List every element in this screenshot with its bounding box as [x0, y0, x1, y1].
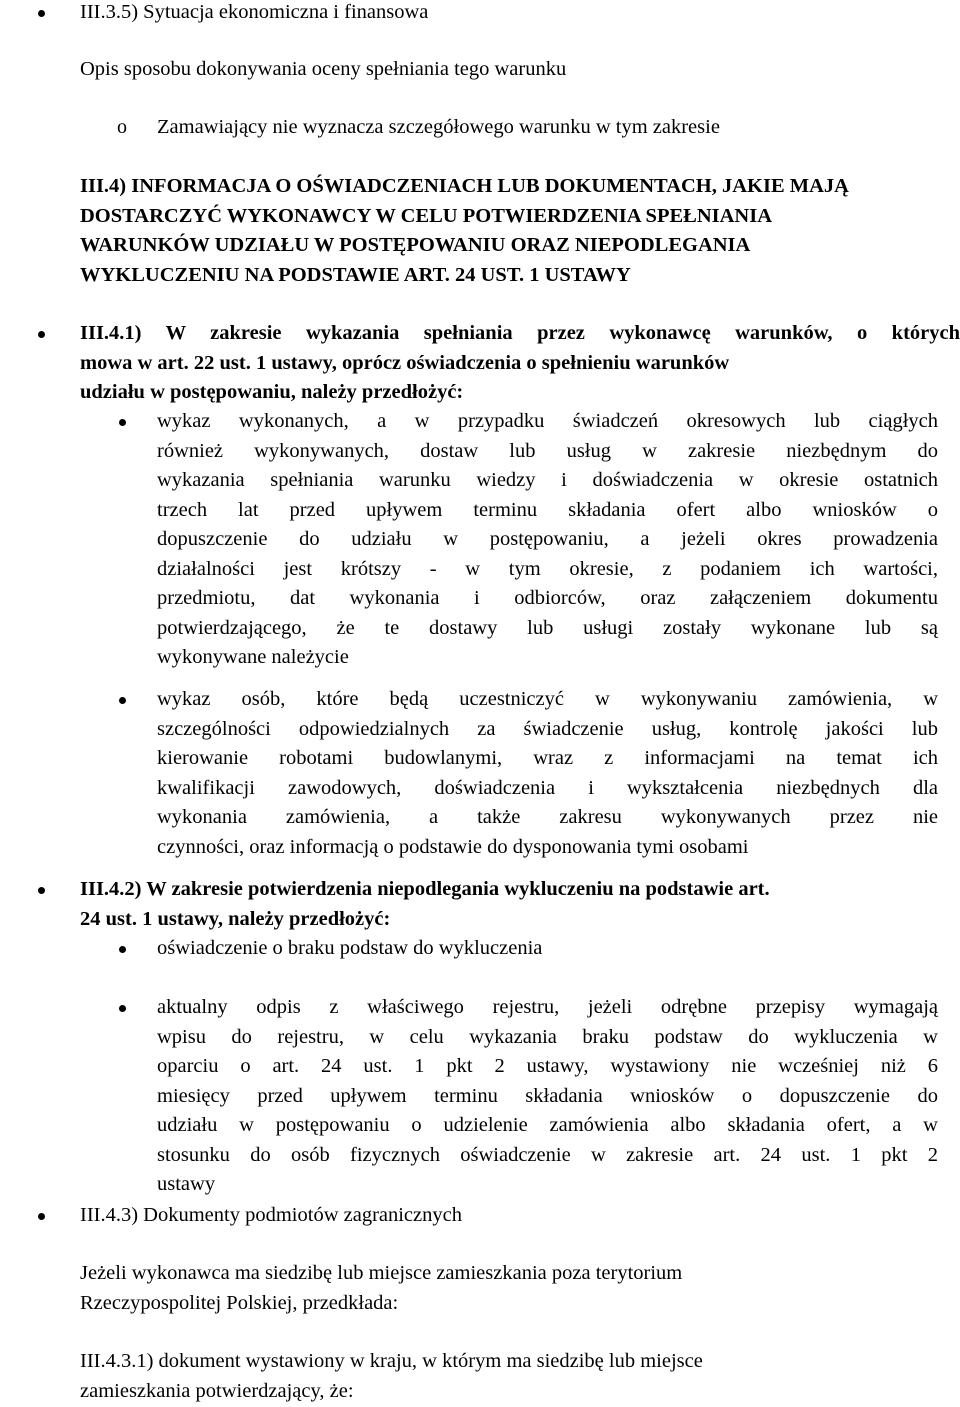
heading-line: III.4.1) W zakresie wykazania spełniania przez wykonawcę warunków, o których: [80, 322, 960, 344]
section-heading-iii-4-2: [80, 875, 770, 934]
item-line: szczególności odpowiedzialnych za świadczenie usług, kontrolę jakości lub: [157, 717, 938, 740]
item-line: działalności jest krótszy - w tym okresie, z podaniem ich wartości,: [157, 557, 938, 580]
bullet-icon: [38, 887, 45, 894]
heading-line: WYKLUCZENIU NA PODSTAWIE ART. 24 UST. 1 USTAWY: [80, 263, 631, 286]
heading-line: udziału w postępowaniu, należy przedłożyć:: [80, 381, 464, 403]
section-heading-iii-4-1: [80, 319, 960, 408]
bullet-icon: [38, 1213, 45, 1220]
item-line: potwierdzającego, że te dostawy lub usługi zostały wykonane lub są: [157, 616, 938, 639]
heading-line: mowa w art. 22 ust. 1 ustawy, oprócz oświadczenia o spełnieniu warunków: [80, 351, 730, 374]
item-line: stosunku do osób fizycznych oświadczenie w zakresie art. 24 ust. 1 pkt 2: [157, 1143, 938, 1166]
heading-line: WARUNKÓW UDZIAŁU W POSTĘPOWANIU ORAZ NIEPODLEGANIA: [80, 234, 751, 256]
item-line: ustawy: [157, 1173, 216, 1195]
bullet-icon: [38, 10, 45, 17]
item-line: miesięcy przed upływem terminu składania wniosków o dopuszczenie do: [157, 1084, 938, 1107]
section-heading-iii-4-3: III.4.3) Dokumenty podmiotów zagranicznych: [80, 1204, 462, 1226]
list-item-register-extract: [157, 993, 938, 1200]
list-item-declaration: oświadczenie o braku podstaw do wykluczenia: [157, 937, 543, 959]
list-item-persons-list: [157, 685, 938, 862]
heading-line: III.4) INFORMACJA O OŚWIADCZENIACH LUB DOKUMENTACH, JAKIE MAJĄ: [80, 175, 849, 197]
item-line: wykazania spełniania warunku wiedzy i doświadczenia w okresie ostatnich: [157, 469, 938, 491]
paragraph-line: zamieszkania potwierdzający, że:: [80, 1379, 354, 1402]
item-line: przedmiotu, dat wykonania i odbiorców, oraz załączeniem dokumentu: [157, 587, 938, 609]
bullet-icon: [119, 419, 126, 426]
paragraph-line: Jeżeli wykonawca ma siedzibę lub miejsce zamieszkania poza terytorium: [80, 1262, 683, 1284]
item-line: aktualny odpis z właściwego rejestru, jeżeli odrębne przepisy wymagają: [157, 996, 938, 1018]
item-line: wykaz wykonanych, a w przypadku świadczeń okresowych lub ciągłych: [157, 410, 938, 432]
list-item: Zamawiający nie wyznacza szczegółowego warunku w tym zakresie: [157, 116, 720, 138]
circle-bullet-icon: o: [117, 116, 127, 138]
item-line: kwalifikacji zawodowych, doświadczenia i wykształcenia niezbędnych dla: [157, 776, 938, 799]
section-heading-iii-4: [80, 172, 849, 290]
bullet-icon: [119, 946, 126, 953]
item-line: dopuszczenie do udziału w postępowaniu, a jeżeli okres prowadzenia: [157, 528, 938, 550]
subheading-assessment-method: Opis sposobu dokonywania oceny spełniania tego warunku: [80, 58, 567, 80]
heading-line: III.4.2) W zakresie potwierdzenia niepodlegania wykluczeniu na podstawie art.: [80, 878, 770, 900]
item-line: czynności, oraz informacją o podstawie do dysponowania tymi osobami: [157, 835, 749, 858]
heading-line: 24 ust. 1 ustawy, należy przedłożyć:: [80, 907, 391, 930]
heading-line: DOSTARCZYĆ WYKONAWCY W CELU POTWIERDZENIA SPEŁNIANIA: [80, 204, 772, 227]
item-line: wykonania zamówienia, a także zakresu wykonywanych przez nie: [157, 806, 938, 828]
paragraph-line: III.4.3.1) dokument wystawiony w kraju, w którym ma siedzibę lub miejsce: [80, 1350, 703, 1372]
item-line: również wykonywanych, dostaw lub usług w zakresie niezbędnym do: [157, 439, 938, 462]
item-line: wpisu do rejestru, w celu wykazania braku podstaw do wykluczenia w: [157, 1025, 938, 1048]
foreign-entities-paragraph: [80, 1259, 682, 1318]
item-line: udziału w postępowaniu o udzielenie zamówienia albo składania ofert, a w: [157, 1114, 938, 1136]
section-heading-iii-3-5: III.3.5) Sytuacja ekonomiczna i finansowa: [80, 1, 429, 23]
paragraph-line: Rzeczypospolitej Polskiej, przedkłada:: [80, 1291, 399, 1314]
bullet-icon: [119, 1005, 126, 1012]
item-line: oparciu o art. 24 ust. 1 pkt 2 ustawy, wystawiony nie wcześniej niż 6: [157, 1055, 938, 1077]
item-line: wykonywane należycie: [157, 646, 349, 668]
item-line: kierowanie robotami budowlanymi, wraz z informacjami na temat ich: [157, 747, 938, 769]
item-line: trzech lat przed upływem terminu składania ofert albo wniosków o: [157, 498, 938, 521]
list-item-works-list: [157, 407, 938, 673]
item-line: wykaz osób, które będą uczestniczyć w wykonywaniu zamówienia, w: [157, 688, 938, 710]
subsection-iii-4-3-1: [80, 1347, 703, 1406]
bullet-icon: [119, 697, 126, 704]
bullet-icon: [38, 331, 45, 338]
